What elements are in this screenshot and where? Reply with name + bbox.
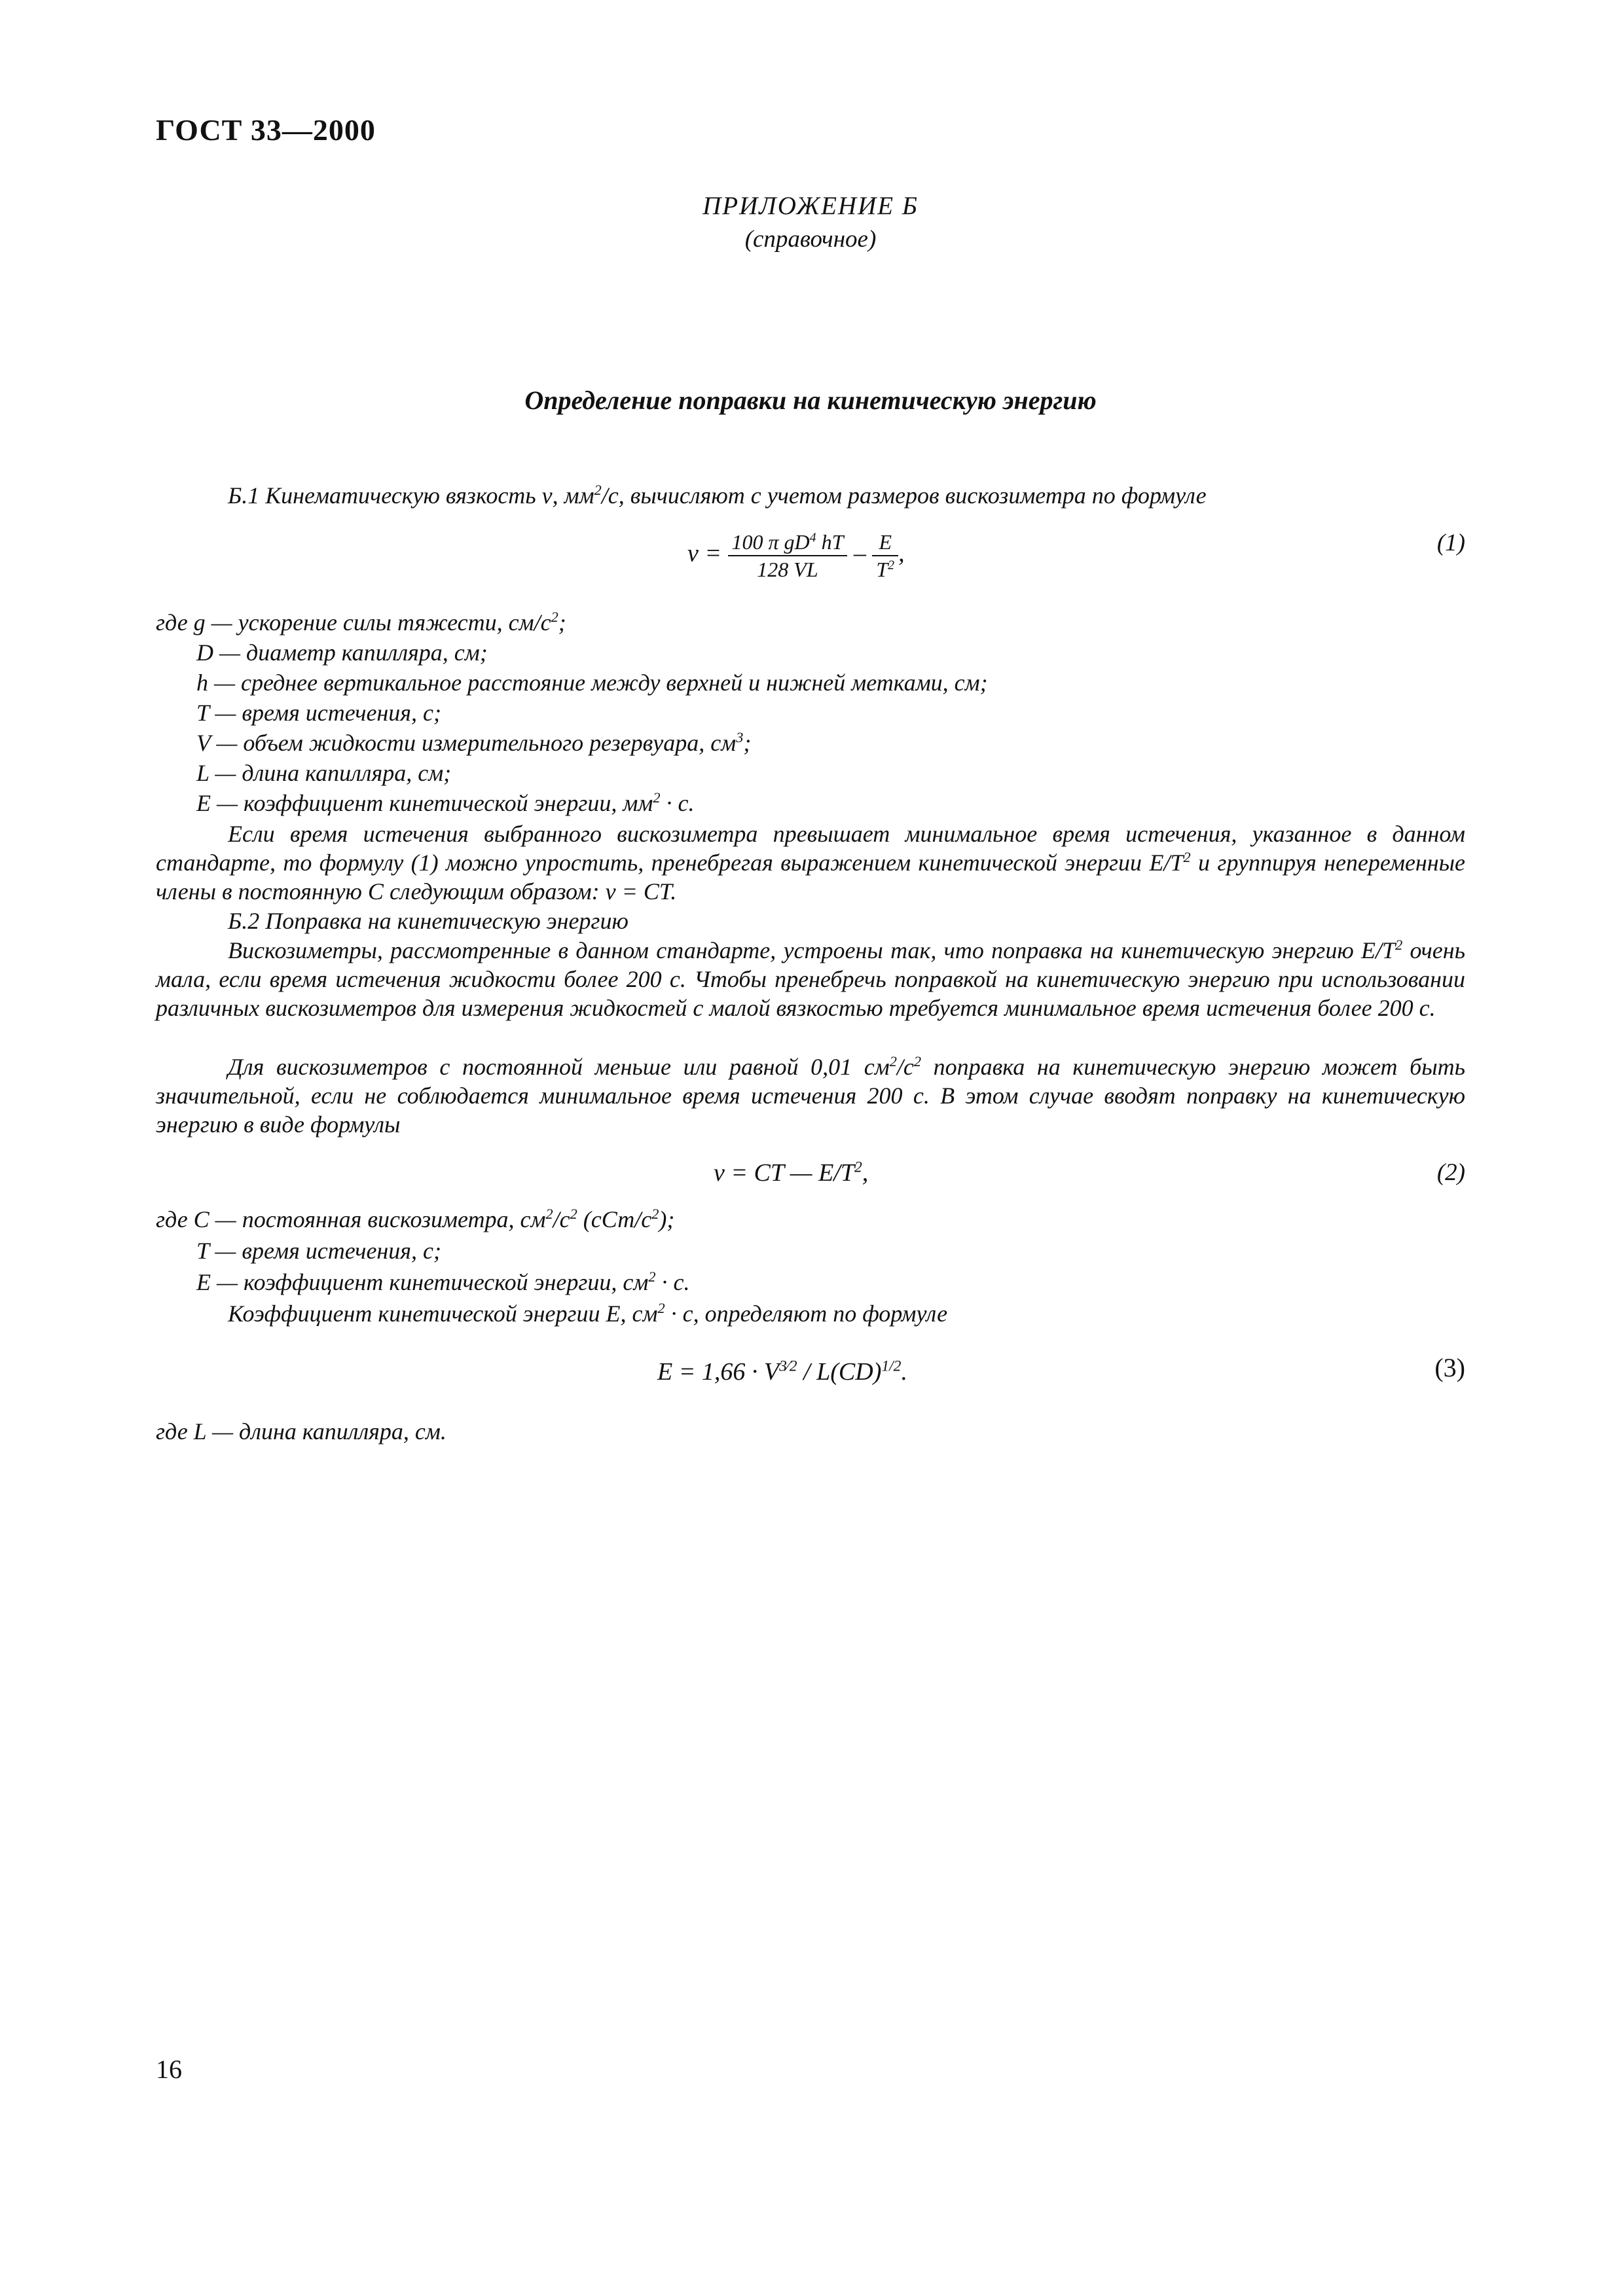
- coef-b: · с, определяют по формуле: [665, 1300, 948, 1327]
- eq3-c: .: [901, 1358, 907, 1386]
- eq2-text: ν = CT — E/T: [714, 1159, 854, 1187]
- para3-sup1: 2: [889, 1053, 897, 1069]
- eq3-number: (3): [1434, 1353, 1465, 1382]
- def-v-tail: ;: [743, 730, 752, 756]
- para2-sup: 2: [1395, 937, 1403, 953]
- def2-c-s3: 2: [651, 1206, 659, 1222]
- coef-intro: [228, 1300, 947, 1327]
- eq1-numerator-1: [728, 529, 848, 556]
- eq1-fraction-1: [728, 529, 848, 583]
- para1-sup: 2: [1183, 849, 1191, 865]
- page-number: 16: [156, 2054, 182, 2084]
- paragraph-simplification: [156, 819, 1465, 906]
- def-l: L — длина капилляра, см;: [196, 760, 452, 786]
- para2-b: очень мала, если время истечения жидкости более 200 с. Чтобы пренебречь поправкой на кинетическую энергию при использовании различных вискозиметров для измерения жидкостей с малой вязкостью требуется минимальное время истечения более 200 с.: [156, 937, 1465, 1021]
- eq1-den2-sup: 2: [888, 558, 895, 573]
- eq1-lhs: ν =: [687, 539, 722, 567]
- b2-title: Б.2 Поправка на кинетическую энергию: [228, 908, 629, 934]
- eq2-number: (2): [1436, 1159, 1465, 1186]
- eq3-a: E = 1,66 · V: [657, 1358, 780, 1386]
- para3-b: /с: [896, 1054, 914, 1080]
- b1-suffix: /с, вычисляют с учетом размеров вискозиметра по формуле: [601, 482, 1207, 509]
- para2-a: Вискозиметры, рассмотренные в данном стандарте, устроены так, что поправка на кинетическую энергию E/T: [228, 937, 1396, 963]
- def2-c-b: /с: [553, 1206, 570, 1232]
- def2-e: [196, 1268, 690, 1296]
- eq3-b: / L(CD): [797, 1358, 882, 1386]
- def-e-text: E — коэффициент кинетической энергии, мм: [196, 790, 653, 816]
- eq1-num1-tail: hT: [816, 530, 844, 554]
- para3-c: поправка на кинетическую энергию может быть значительной, если не соблюдается минимальное время истечения 200 с. В этом случае вводят поправку на кинетическую энергию в виде формулы: [156, 1054, 1465, 1138]
- para3-a: Для вискозиметров с постоянной меньше или равной 0,01 см: [228, 1054, 890, 1080]
- eq1-denominator-1: 128 VL: [757, 558, 818, 581]
- def2-c-s1: 2: [545, 1206, 553, 1222]
- def2-t: T — время истечения, с;: [196, 1238, 441, 1264]
- eq1-minus: –: [853, 539, 866, 567]
- appendix-subtitle: (справочное): [744, 226, 877, 253]
- coef-a: Коэффициент кинетической энергии E, см: [228, 1300, 658, 1327]
- eq1-tail: ,: [898, 539, 905, 567]
- formula-3: [657, 1357, 907, 1386]
- eq2-sup: 2: [854, 1158, 862, 1176]
- paragraph-viscometers: [156, 936, 1465, 1022]
- eq3-s2: 1/2: [881, 1357, 902, 1375]
- def-v-sup: 3: [736, 729, 744, 745]
- def-v: [196, 729, 751, 757]
- def-g: [156, 609, 566, 636]
- def-v-text: V — объем жидкости измерительного резервуара, см: [196, 730, 737, 756]
- def2-c-s2: 2: [570, 1206, 577, 1222]
- eq3-s1: 3⁄2: [779, 1357, 797, 1375]
- def-t: T — время истечения, с;: [196, 700, 441, 726]
- b1-intro: [228, 482, 1207, 509]
- def2-e-a: E — коэффициент кинетической энергии, см: [196, 1269, 649, 1295]
- def3-l: где L — длина капилляра, см.: [156, 1418, 447, 1444]
- def-g-sup: 2: [551, 609, 558, 625]
- eq1-fraction-2: [872, 529, 898, 583]
- para1-b: и группируя непеременные члены в постоянную C следующим образом: ν = CT.: [156, 850, 1466, 905]
- def2-e-b: · с.: [655, 1269, 690, 1295]
- def2-e-s: 2: [648, 1268, 656, 1285]
- eq1-denominator-2: [872, 556, 898, 583]
- para1-a: Если время истечения выбранного вискозиметра превышает минимальное время истечения, указанное в данном стандарте, то формулу (1) можно упростить, пренебрегая выражением кинетической энергии E/T: [156, 821, 1465, 876]
- eq1-den2: T: [876, 558, 888, 581]
- def2-c: [156, 1206, 674, 1233]
- formula-2: [714, 1158, 868, 1187]
- para3-sup2: 2: [913, 1053, 921, 1069]
- b1-prefix: Б.1 Кинематическую вязкость ν, мм: [228, 482, 594, 509]
- def2-c-a: где C — постоянная вискозиметра, см: [156, 1206, 546, 1232]
- document-id-header: ГОСТ 33—2000: [156, 113, 376, 147]
- def-e-sup: 2: [653, 789, 661, 806]
- paragraph-small-constant: [156, 1052, 1465, 1139]
- eq1-number: (1): [1436, 529, 1465, 556]
- coef-s: 2: [657, 1300, 665, 1316]
- def-d: D — диаметр капилляра, см;: [196, 639, 488, 666]
- b1-sup: 2: [594, 482, 602, 498]
- eq1-num1-sup: 4: [809, 530, 816, 545]
- def-g-tail: ;: [558, 609, 566, 636]
- eq1-numerator-2: E: [872, 529, 898, 556]
- def2-c-d: );: [659, 1206, 675, 1232]
- def-e-tail: · с.: [660, 790, 695, 816]
- def2-c-c: (сСт/с: [577, 1206, 652, 1232]
- section-title: Определение поправки на кинетическую энергию: [524, 386, 1097, 415]
- def-e: [196, 789, 695, 817]
- eq1-num1: 100 π gD: [731, 530, 810, 554]
- formula-1: [687, 529, 905, 583]
- def-h: h — среднее вертикальное расстояние между верхней и нижней метками, см;: [196, 670, 988, 696]
- eq2-tail: ,: [862, 1159, 869, 1187]
- def-g-text: где g — ускорение силы тяжести, см/с: [156, 609, 551, 636]
- appendix-title: ПРИЛОЖЕНИЕ Б: [702, 192, 919, 220]
